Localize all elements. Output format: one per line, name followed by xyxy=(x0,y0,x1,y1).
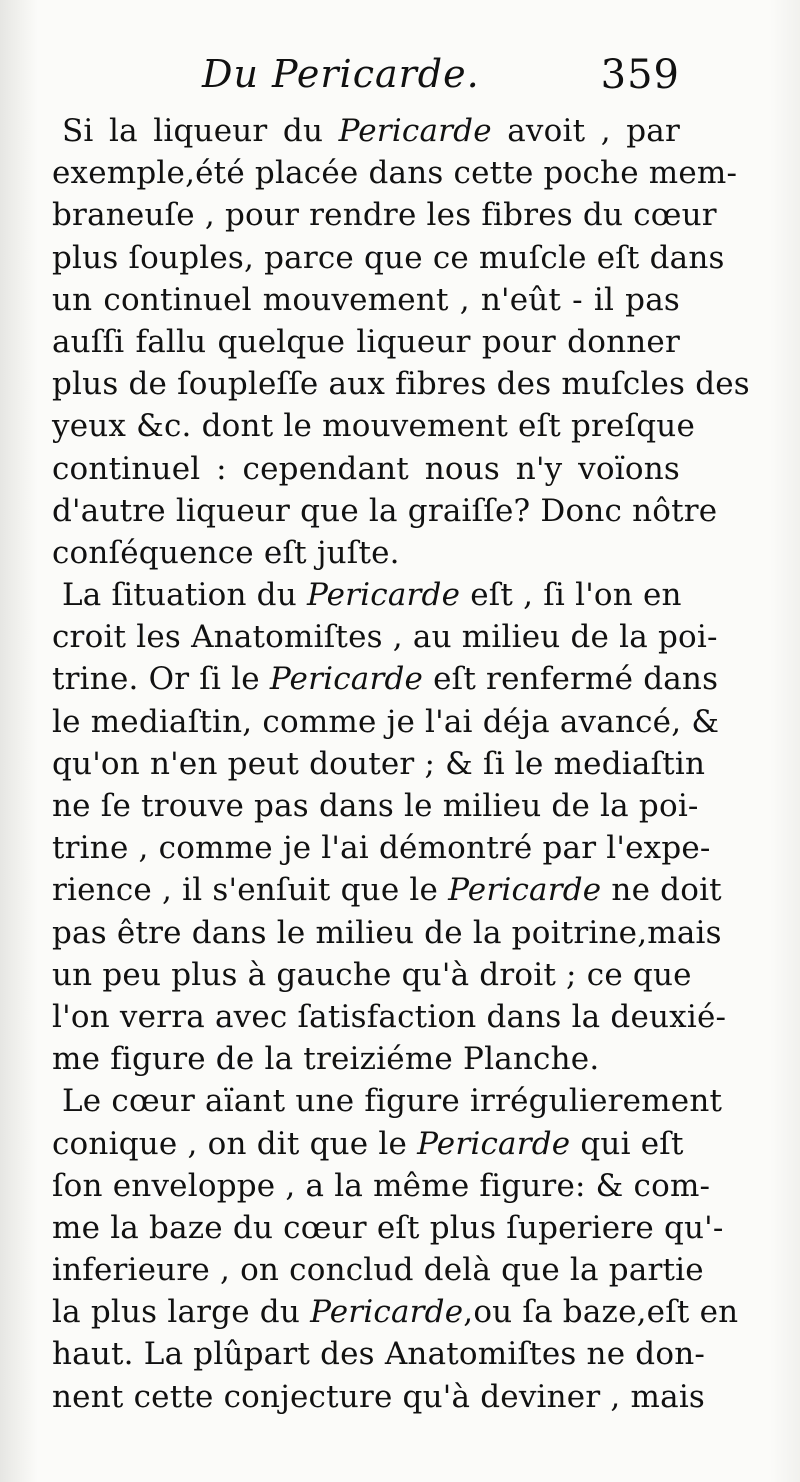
text-line xyxy=(52,1080,723,1122)
text-line xyxy=(52,996,727,1038)
page-number: 359 xyxy=(600,52,680,98)
text-line xyxy=(52,532,680,574)
text-run: un peu plus à gauche qu'à droit ; ce que xyxy=(52,956,692,993)
text-line xyxy=(52,1165,711,1207)
text-line xyxy=(52,658,719,700)
text-run: conſéquence eſt juſte. xyxy=(52,534,400,571)
page-shadow-right xyxy=(770,0,800,1482)
italic-term: Pericarde xyxy=(310,1294,464,1331)
text-line xyxy=(52,1376,706,1418)
text-run: eſt , ſi l'on en xyxy=(460,577,682,614)
text-line xyxy=(52,490,718,532)
text-run: pas être dans le milieu de la poitrine,mais xyxy=(52,914,722,951)
text-run: yeux &c. dont le mouvement eſt preſque xyxy=(52,408,695,445)
page-shadow-left xyxy=(0,0,38,1482)
text-run: rience , il s'enſuit que le xyxy=(52,872,449,909)
text-run: exemple,été placée dans cette poche mem- xyxy=(52,155,738,192)
text-line xyxy=(52,194,717,236)
text-run: le mediaſtin, comme je l'ai déja avancé, & xyxy=(52,703,720,740)
text-run: trine. Or ſi le xyxy=(52,661,270,698)
book-page xyxy=(52,52,750,1452)
text-run: ne ſe trouve pas dans le milieu de la poi- xyxy=(52,788,699,824)
text-run: me la baze du cœur eſt plus ſuperiere qu'- xyxy=(52,1209,724,1246)
text-line xyxy=(52,279,680,321)
italic-term: Pericarde xyxy=(448,872,602,909)
text-line xyxy=(52,1207,724,1249)
text-line xyxy=(52,363,750,405)
text-run: ,ou ſa baze,eſt en xyxy=(463,1294,739,1331)
text-run: conique , on dit que le xyxy=(52,1125,418,1162)
text-line xyxy=(52,869,722,911)
text-run: Le cœur aïant une figure irrégulierement xyxy=(62,1083,723,1120)
text-line xyxy=(52,827,711,869)
text-line xyxy=(52,152,738,194)
text-line xyxy=(52,448,680,490)
text-run: haut. La plûpart des Anatomiſtes ne don- xyxy=(52,1336,706,1373)
text-run: Si la liqueur du xyxy=(62,113,339,149)
text-line xyxy=(52,110,680,152)
text-run: plus ſouples, parce que ce muſcle eſt dans xyxy=(52,239,725,276)
text-run: ſon enveloppe , a la même figure: & com- xyxy=(52,1167,711,1204)
text-run: eſt renfermé dans xyxy=(423,661,719,698)
body-text xyxy=(52,110,750,1418)
text-line xyxy=(52,954,692,996)
text-run: nent cette conjecture qu'à deviner , mais xyxy=(52,1378,706,1415)
text-line xyxy=(52,1249,704,1291)
text-run: La ſituation du xyxy=(62,577,307,614)
text-run: inferieure , on conclud delà que la partie xyxy=(52,1252,704,1289)
text-run: croit les Anatomiſtes , au milieu de la poi- xyxy=(52,619,718,656)
text-line xyxy=(52,912,722,954)
text-run: qu'on n'en peut douter ; & ſi le mediaſtin xyxy=(52,745,706,782)
text-line xyxy=(52,237,725,279)
text-run: d'autre liqueur que la graiſſe? Donc nôtre xyxy=(52,492,718,529)
text-line xyxy=(52,574,680,616)
text-line xyxy=(52,1123,684,1165)
text-line xyxy=(52,785,699,827)
text-line xyxy=(52,701,720,743)
text-line xyxy=(52,405,695,447)
text-run: avoit , par xyxy=(491,113,680,149)
italic-term: Pericarde xyxy=(306,577,461,614)
text-run: ne doit xyxy=(601,872,722,909)
text-line xyxy=(52,1291,739,1333)
italic-term: Pericarde xyxy=(338,113,492,149)
text-line xyxy=(52,1333,706,1375)
text-run: auſſi fallu quelque liqueur pour donner xyxy=(52,323,680,360)
text-run: plus de ſoupleſſe aux fibres des muſcles des xyxy=(52,366,750,403)
text-run: la plus large du xyxy=(52,1294,311,1331)
text-run: trine , comme je l'ai démontré par l'expe- xyxy=(52,830,711,867)
text-run: un continuel mouvement , n'eût - il pas xyxy=(52,281,680,318)
running-head-title: Du Pericarde. xyxy=(202,52,480,96)
text-line xyxy=(52,743,706,785)
text-run: l'on verra avec ſatisfaction dans la deuxié- xyxy=(52,998,727,1035)
text-run: qui eſt xyxy=(570,1125,684,1162)
text-run: continuel : cependant nous n'y voïons xyxy=(52,450,680,487)
text-line xyxy=(52,321,680,363)
italic-term: Pericarde xyxy=(417,1125,571,1162)
running-head xyxy=(52,52,680,108)
text-line xyxy=(52,616,718,658)
italic-term: Pericarde xyxy=(269,661,424,698)
text-run: me figure de la treiziéme Planche. xyxy=(52,1041,600,1078)
text-line xyxy=(52,1038,680,1080)
text-run: braneuſe , pour rendre les fibres du cœur xyxy=(52,197,717,234)
